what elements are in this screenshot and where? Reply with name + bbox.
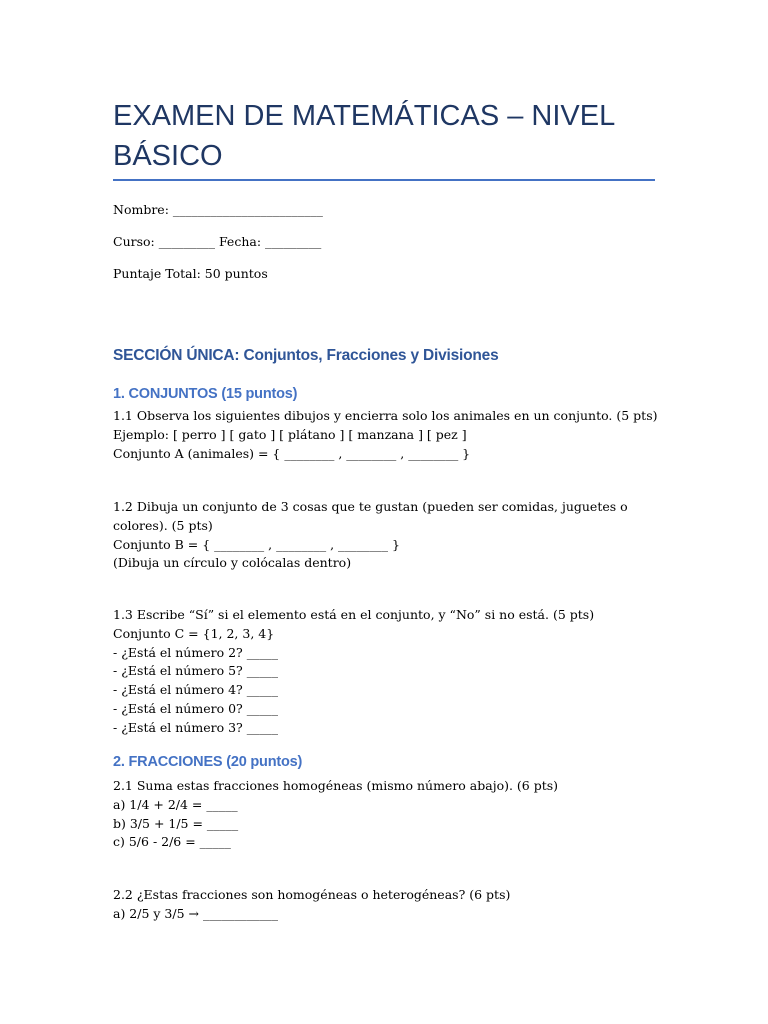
question-2-2-prompt: 2.2 ¿Estas fracciones son homogéneas o heterogéneas? (6 pts) <box>113 887 511 902</box>
section-title: SECCIÓN ÚNICA: Conjuntos, Fracciones y Divisiones <box>113 347 499 364</box>
question-1-2-prompt: 1.2 Dibuja un conjunto de 3 cosas que te gustan (pueden ser comidas, juguetes o colores). (5 pts) <box>113 499 628 533</box>
question-2-1-prompt: 2.1 Suma estas fracciones homogéneas (mismo número abajo). (6 pts) <box>113 778 559 793</box>
question-1-1 <box>113 407 658 463</box>
question-1-2-note: (Dibuja un círculo y colócalas dentro) <box>113 555 352 571</box>
document-title: EXAMEN DE MATEMÁTICAS – NIVEL BÁSICO <box>113 100 615 172</box>
title-underline <box>113 179 655 181</box>
question-2-1-item: a) 1/4 + 2/4 = _____ <box>113 796 238 812</box>
question-1-3-item: - ¿Está el número 4? _____ <box>113 682 278 698</box>
question-2-1 <box>113 777 658 852</box>
conjuntos-heading: 1. CONJUNTOS (15 puntos) <box>113 386 298 402</box>
question-2-2-item: a) 2/5 y 3/5 → ____________ <box>113 905 278 921</box>
question-1-3-item: - ¿Está el número 5? _____ <box>113 663 278 679</box>
question-1-1-example: Ejemplo: [ perro ] [ gato ] [ plátano ] [ manzana ] [ pez ] <box>113 426 467 442</box>
question-1-1-prompt: 1.1 Observa los siguientes dibujos y encierra solo los animales en un conjunto. (5 pts) <box>113 408 658 423</box>
nombre-field: Nombre: ________________________ <box>113 202 323 217</box>
question-2-1-item: c) 5/6 - 2/6 = _____ <box>113 834 231 850</box>
question-1-3-item: - ¿Está el número 2? _____ <box>113 644 278 660</box>
puntaje-total: Puntaje Total: 50 puntos <box>113 266 268 281</box>
question-1-3-prompt: 1.3 Escribe “Sí” si el elemento está en el conjunto, y “No” si no está. (5 pts) <box>113 607 595 622</box>
question-1-2 <box>113 498 658 573</box>
question-1-2-answer: Conjunto B = { ________ , ________ , ________ } <box>113 536 400 552</box>
question-1-3-set: Conjunto C = {1, 2, 3, 4} <box>113 625 275 641</box>
question-2-1-item: b) 3/5 + 1/5 = _____ <box>113 815 239 831</box>
question-1-3-item: - ¿Está el número 0? _____ <box>113 700 278 716</box>
question-1-1-answer: Conjunto A (animales) = { ________ , ________ , ________ } <box>113 445 471 461</box>
question-2-2 <box>113 886 658 924</box>
question-1-3-item: - ¿Está el número 3? _____ <box>113 719 278 735</box>
question-1-3 <box>113 606 658 738</box>
fracciones-heading: 2. FRACCIONES (20 puntos) <box>113 754 303 770</box>
curso-fecha-field: Curso: _________ Fecha: _________ <box>113 234 322 249</box>
